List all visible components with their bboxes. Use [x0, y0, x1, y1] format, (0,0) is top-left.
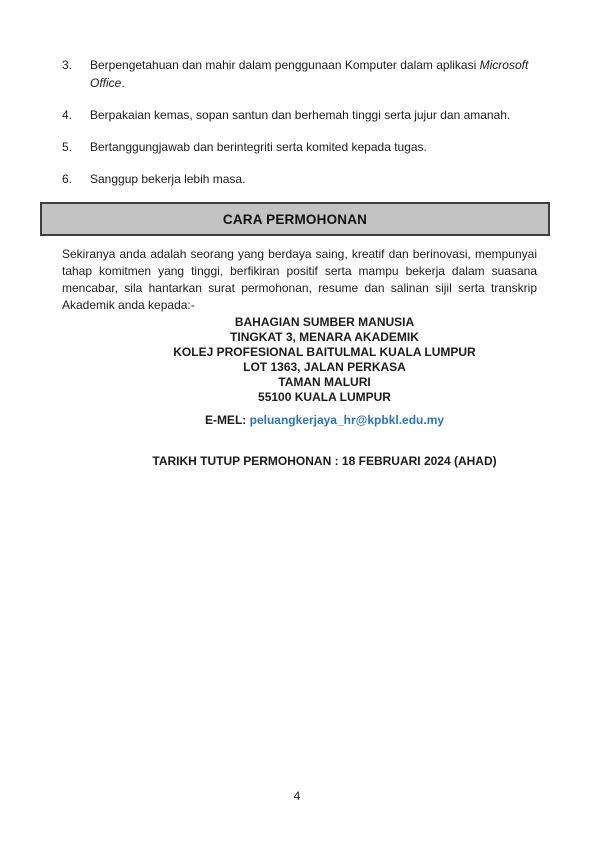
- list-item-text: [90, 138, 540, 156]
- list-item-text-italic: Microsoft Office: [90, 58, 529, 90]
- list-item-text-normal: Bertanggungjawab dan berintegriti serta komited kepada tugas.: [90, 140, 427, 154]
- list-item-text-normal: Sanggup bekerja lebih masa.: [90, 172, 246, 186]
- list-item-number: 6.: [62, 172, 73, 186]
- list-item-text: [90, 56, 540, 92]
- list-item: [62, 56, 540, 92]
- list-item-number: 3.: [62, 58, 73, 72]
- email-label: E-MEL:: [204, 413, 247, 427]
- list-item: [62, 106, 540, 124]
- closing-date-line: TARIKH TUTUP PERMOHONAN : 18 FEBRUARI 2024 (AHAD): [152, 454, 497, 468]
- address-line: 55100 KUALA LUMPUR: [258, 390, 391, 404]
- email-line: [112, 413, 537, 428]
- section-header-box: [40, 202, 550, 236]
- list-item-text-normal: Berpakaian kemas, sopan santun dan berhemah tinggi serta jujur dan amanah.: [90, 108, 511, 122]
- list-item-text-normal: Berpengetahuan dan mahir dalam penggunaan Komputer dalam aplikasi: [90, 58, 480, 72]
- address-line: TINGKAT 3, MENARA AKADEMIK: [230, 330, 419, 344]
- list-item-text: [90, 170, 540, 188]
- section-header-title: CARA PERMOHONAN: [222, 211, 368, 227]
- intro-paragraph: Sekiranya anda adalah seorang yang berdaya saing, kreatif dan berinovasi, mempunyai tahap komitmen yang tinggi, berfikiran positif serta mampu bekerja dalam suasana mencabar, sila hantarkan surat permohonan, resume dan salinan sijil serta transkrip Akademik anda kepada:-: [62, 247, 537, 312]
- address-line: TAMAN MALURI: [278, 375, 371, 389]
- list-item: [62, 170, 540, 188]
- list-item-text: [90, 106, 540, 124]
- address-line: BAHAGIAN SUMBER MANUSIA: [234, 315, 415, 329]
- list-item-text-suffix: .: [121, 76, 125, 90]
- address-line: KOLEJ PROFESIONAL BAITULMAL KUALA LUMPUR: [173, 345, 476, 359]
- page-number: 4: [293, 789, 301, 803]
- email-link[interactable]: peluangkerjaya_hr@kpbkl.edu.my: [249, 413, 445, 427]
- address-block: [112, 315, 537, 405]
- list-item-number: 4.: [62, 108, 73, 122]
- list-item: [62, 138, 540, 156]
- list-item-number: 5.: [62, 140, 73, 154]
- address-line: LOT 1363, JALAN PERKASA: [243, 360, 406, 374]
- requirements-list: [0, 0, 600, 188]
